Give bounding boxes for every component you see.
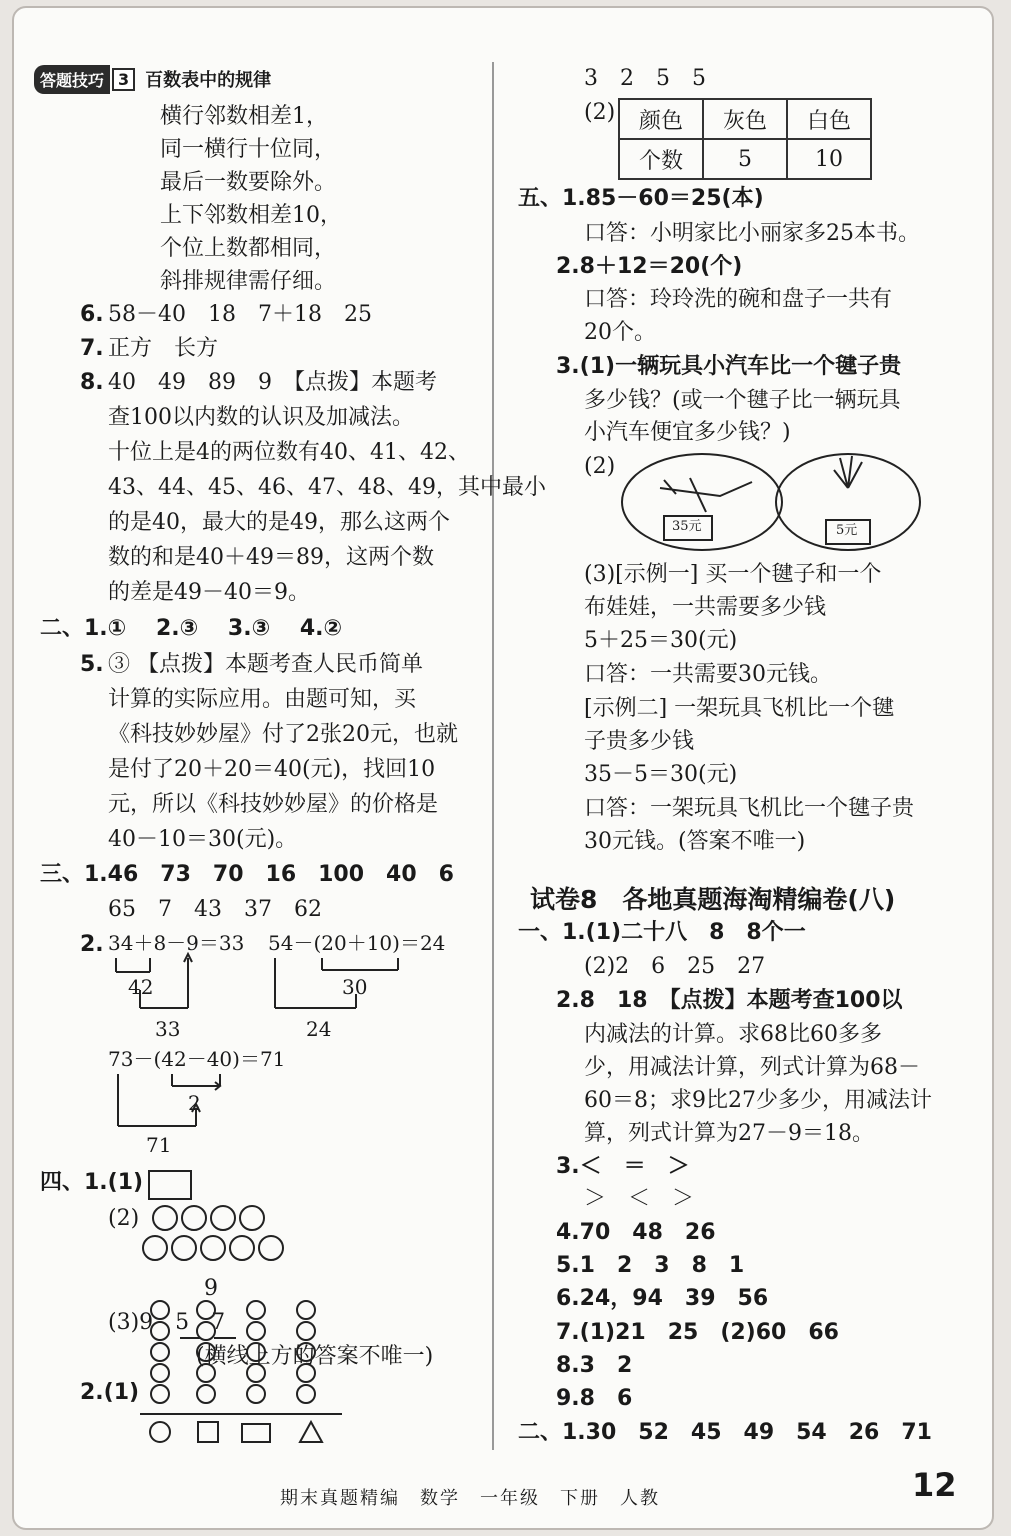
expr-3: 73－(42－40)＝71 xyxy=(108,1047,286,1071)
t8-q2-line: 内减法的计算。求68比60多多 xyxy=(584,1022,882,1047)
table-cell: 5 xyxy=(703,139,787,179)
q3-line: 30元钱。(答案不唯一) xyxy=(584,829,806,854)
t8-q4: 4.70 48 26 xyxy=(556,1220,716,1245)
q8-line: 的是40，最大的是49，那么这两个 xyxy=(108,510,450,535)
q3-line: (3)[示例一] 买一个毽子和一个 xyxy=(584,562,882,587)
r-part2-label: (2) xyxy=(584,100,616,125)
poem-line: 横行邻数相差1， xyxy=(160,104,328,129)
poem-line: 同一横行十位同， xyxy=(160,137,337,162)
t8-q1: 一、1.(1)二十八 8 8个一 xyxy=(518,920,806,945)
tip-label: 答题技巧 xyxy=(34,65,110,94)
section-4-note: (横线上方的答案不唯一) xyxy=(196,1344,434,1369)
t8-q7: 7.(1)21 25 (2)60 66 xyxy=(556,1320,839,1345)
answer-2: 口答：玲玲洗的碗和盘子一共有 xyxy=(584,287,893,312)
q3-line: 口答：一架玩具飞机比一个毽子贵 xyxy=(584,796,915,821)
tip-number: 3 xyxy=(112,68,135,91)
section-2-answers: 二、1.① 2.③ 3.③ 4.② xyxy=(40,616,343,641)
t8-q8: 8.3 2 xyxy=(556,1353,633,1378)
q8-line: 查100以内数的认识及加减法。 xyxy=(108,405,414,430)
section-5-q3: 多少钱？(或一个毽子比一辆玩具 xyxy=(584,388,901,413)
section-5-q3: 小汽车便宜多少钱？) xyxy=(584,420,791,445)
q3-line: 5＋25＝30(元) xyxy=(584,628,738,653)
q4-2-label: 2.(1) xyxy=(80,1380,140,1405)
section-5-q1: 五、1.85－60＝25(本) xyxy=(518,186,764,211)
q3-line: 口答：一共需要30元钱。 xyxy=(584,662,832,687)
poem-line: 最后一数要除外。 xyxy=(160,170,337,195)
q7-answer: 正方 长方 xyxy=(108,336,219,361)
q5-line: 《科技妙妙屋》付了2张20元，也就 xyxy=(108,722,458,747)
section-4-part2: (2) xyxy=(108,1206,140,1231)
expr-2: 54－(20＋10)＝24 xyxy=(268,931,446,955)
q8-line: 40 49 89 9 【点拨】本题考 xyxy=(108,370,437,395)
table-header: 颜色 xyxy=(619,99,703,139)
q5-line: 是付了20＋20＝40(元)，找回10 xyxy=(108,757,436,782)
q3-line: [示例二] 一架玩具飞机比一个毽 xyxy=(584,696,895,721)
q8-number: 8. xyxy=(80,370,104,395)
q5-number: 5. xyxy=(80,652,104,677)
poem-line: 斜排规律需仔细。 xyxy=(160,269,337,294)
table-header: 灰色 xyxy=(703,99,787,139)
expr-1-step: 42 xyxy=(128,975,154,999)
expr-3-result: 71 xyxy=(146,1133,172,1157)
t8-q6: 6.24，94 39 56 xyxy=(556,1286,769,1311)
q6-answer: 58－40 18 7＋18 25 xyxy=(108,302,372,327)
q6-number: 6. xyxy=(80,302,104,327)
q3-line: 35－5＝30(元) xyxy=(584,762,738,787)
t8-q2: 2.8 18 【点拨】本题考查100以 xyxy=(556,988,903,1013)
section-5-q2: 2.8＋12＝20(个) xyxy=(556,254,743,279)
t8-q9: 9.8 6 xyxy=(556,1386,633,1411)
q8-line: 数的和是40＋49＝89，这两个数 xyxy=(108,545,434,570)
q5-line: 计算的实际应用。由题可知，买 xyxy=(108,687,417,712)
shuttlecock-price: 5元 xyxy=(836,523,858,538)
q5-line: 40－10＝30(元)。 xyxy=(108,827,298,852)
q8-line: 的差是49－40＝9。 xyxy=(108,580,310,605)
q3-part2: (2) xyxy=(584,454,616,479)
q8-line: 43、44、45、46、47、48、49，其中最小 xyxy=(108,475,546,500)
t8-section-2: 二、1.30 52 45 49 54 26 71 xyxy=(518,1420,932,1445)
t8-q3b: ＞ ＜ ＞ xyxy=(584,1186,695,1211)
q7-number: 7. xyxy=(80,336,104,361)
plane-price: 35元 xyxy=(672,519,702,534)
t8-q5: 5.1 2 3 8 1 xyxy=(556,1253,745,1278)
answer-1: 口答：小明家比小丽家多25本书。 xyxy=(584,221,920,246)
section-4-part3: (3)9 5 7 xyxy=(108,1310,226,1335)
q3-line: 布娃娃，一共需要多少钱 xyxy=(584,595,827,620)
r-line-1: 3 2 5 5 xyxy=(584,66,706,91)
t8-q2-line: 算，列式计算为27－9＝18。 xyxy=(584,1121,874,1146)
poem-line: 个位上数都相同， xyxy=(160,236,337,261)
poem-line: 上下邻数相差10， xyxy=(160,203,342,228)
section-4-count: 9 xyxy=(204,1276,218,1301)
q2-number: 2. xyxy=(80,932,104,957)
t8-q3: 3.＜ ＝ ＞ xyxy=(556,1154,690,1179)
q3-line: 子贵多少钱 xyxy=(584,729,695,754)
t8-q2-line: 60＝8；求9比27少多少，用减法计 xyxy=(584,1088,932,1113)
expr-3-step: 2 xyxy=(188,1091,201,1115)
expr-1: 34＋8－9＝33 xyxy=(108,931,245,955)
t8-q2-line: 少，用减法计算，列式计算为68－ xyxy=(584,1055,920,1080)
table-cell: 10 xyxy=(787,139,871,179)
expr-1-result: 33 xyxy=(155,1017,181,1041)
section-3-line: 65 7 43 37 62 xyxy=(108,897,322,922)
section-3-line: 三、1.46 73 70 16 100 40 6 xyxy=(40,862,454,887)
test-8-title: 试卷8 各地真题海淘精编卷(八) xyxy=(530,885,896,914)
table-cell: 个数 xyxy=(619,139,703,179)
footer: 期末真题精编 数学 一年级 下册 人教 xyxy=(280,1488,660,1509)
expr-2-step: 30 xyxy=(342,975,368,999)
q8-line: 十位上是4的两位数有40、41、42、 xyxy=(108,440,470,465)
section-4-line: 四、1.(1) xyxy=(40,1170,144,1195)
q5-line: 元，所以《科技妙妙屋》的价格是 xyxy=(108,792,439,817)
tip-title: 百数表中的规律 xyxy=(145,70,272,91)
t8-q1b: (2)2 6 25 27 xyxy=(584,954,766,979)
expr-2-result: 24 xyxy=(306,1017,332,1041)
q5-line: ③ 【点拨】本题考查人民币简单 xyxy=(108,652,423,677)
answer-2: 20个。 xyxy=(584,320,656,345)
section-5-q3: 3.(1)一辆玩具小汽车比一个毽子贵 xyxy=(556,354,902,379)
page-number: 12 xyxy=(912,1466,957,1504)
table-header: 白色 xyxy=(787,99,871,139)
